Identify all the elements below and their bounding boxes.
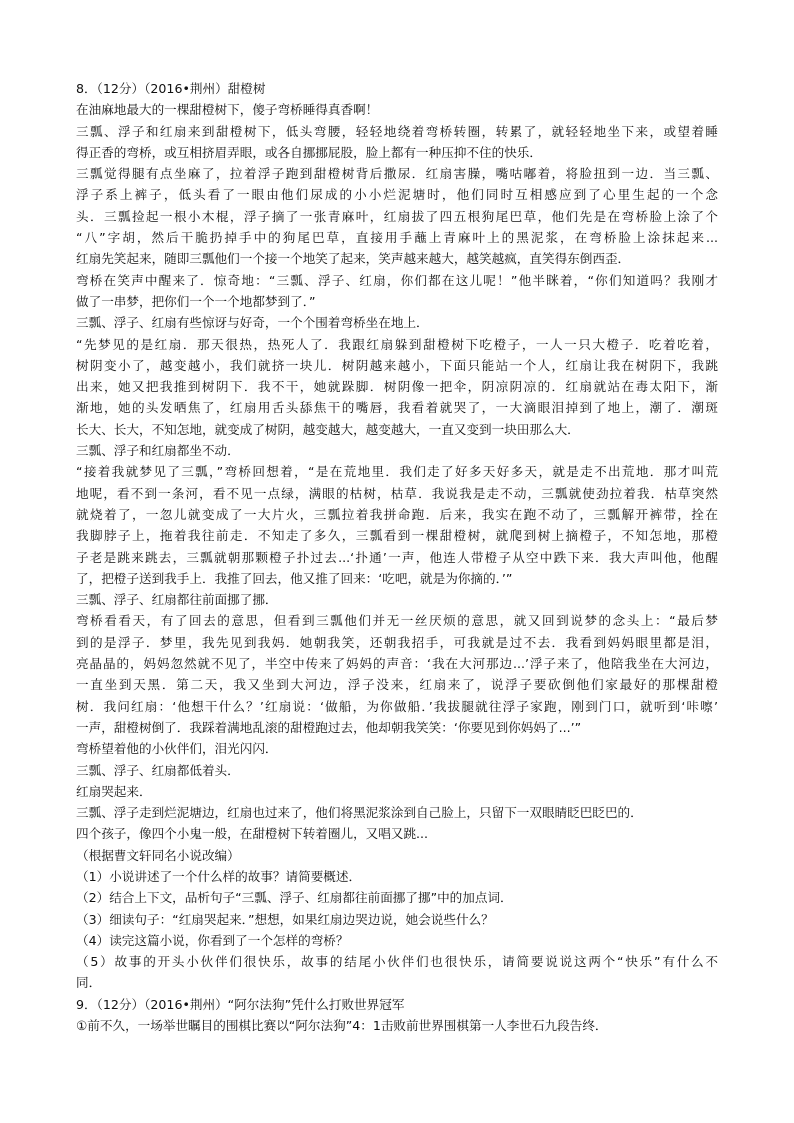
- text-line: 三瓢、浮子、红扇有些惊讶与好奇，一个个围着弯桥坐在地上．: [76, 315, 429, 331]
- text-line: 子老是跳来跳去，三瓢就朝那颗橙子扑过去...‘扑通’一声，他连人带橙子从空中跌下来．我大声叫他，他醒: [76, 549, 718, 565]
- text-line: 出来，她又把我推到树阴下．我不干，她就跺脚．树阴像一把伞，阴凉阴凉的．红扇就站在毒太阳下，渐: [76, 379, 718, 395]
- text-line: 得正香的弯桥，或互相挤眉弄眼，或各自挪挪屁股，脸上都有一种压抑不住的快乐．: [76, 144, 542, 160]
- text-line: 浮子系上裤子，低头看了一眼由他们尿成的小小烂泥塘时，他们同时互相感应到了心里生起的一个念: [76, 187, 718, 203]
- text-line: 渐地，她的头发晒焦了，红扇用舌头舔焦干的嘴唇，我看着就哭了，一大滴眼泪掉到了地上，潮了．潮斑: [76, 400, 718, 416]
- text-line: 弯桥在笑声中醒来了．惊奇地：“三瓢、浮子、红扇，你们都在这儿呢！”他半眯着，“你们知道吗？我刚才: [76, 272, 718, 288]
- text-line: （2）结合上下文，品析句子“三瓢、浮子、红扇都往前面挪了挪”中的加点词．: [76, 890, 513, 906]
- text-line: “先梦见的是红扇．那天很热，热死人了．我跟红扇躲到甜橙树下吃橙子，一人一只大橙子．吃着吃着，: [76, 336, 718, 352]
- text-line: 到的是浮子．梦里，我先见到我妈．她朝我笑，还朝我招手，可我就是过不去．我看到妈妈眼里都是泪，: [76, 634, 718, 650]
- text-line: 树．我问红扇：‘他想干什么？’红扇说：‘做船，为你做船．’我拔腿就往浮子家跑，刚到门口，就听到‘咔嚓’: [76, 698, 718, 714]
- text-line: 弯桥看看天，有了回去的意思，但看到三瓢他们并无一丝厌烦的意思，就又回到说梦的念头上：“最后梦: [76, 613, 718, 629]
- text-line: （5）故事的开头小伙伴们很快乐，故事的结尾小伙伴们也很快乐，请简要说说这两个“快乐”有什么不: [76, 954, 718, 970]
- document-body: [76, 78, 718, 1036]
- text-line: “八”字胡，然后干脆扔掉手中的狗尾巴草，直接用手蘸上青麻叶上的黑泥浆，在弯桥脸上涂抹起来...: [76, 230, 718, 246]
- text-line: 一直坐到天黑．第二天，我又坐到大河边，浮子没来，红扇来了，说浮子要砍倒他们家最好的那棵甜橙: [76, 677, 718, 693]
- text-line: 红扇先笑起来，随即三瓢他们一个接一个地笑了起来，笑声越来越大，越笑越疯，直笑得东倒西歪．: [76, 251, 631, 267]
- text-line: 三瓢觉得腿有点坐麻了，拉着浮子跑到甜橙树背后撒尿．红扇害臊，嘴咕嘟着，将脸扭到一边．当三瓢、: [76, 166, 718, 182]
- text-line: 头．三瓢捡起一根小木棍，浮子摘了一张青麻叶，红扇拔了四五根狗尾巴草，他们先是在弯桥脸上涂了个: [76, 208, 718, 224]
- text-line: 三瓢、浮子走到烂泥塘边，红扇也过来了，他们将黑泥浆涂到自己脸上，只留下一双眼睛眨巴眨巴的．: [76, 805, 643, 821]
- text-line: （1）小说讲述了一个什么样的故事？请简要概述．: [76, 868, 362, 884]
- text-line: 三瓢、浮子、红扇都低着头．: [76, 762, 240, 778]
- text-line: 树阴变小了，越变越小，我们就挤一块儿．树阴越来越小，下面只能站一个人，红扇让我在树阴下，我跳: [76, 357, 718, 373]
- text-line: ①前不久，一场举世瞩目的围棋比赛以“阿尔法狗”4：1击败前世界围棋第一人李世石九段告终．: [76, 1018, 608, 1034]
- text-line: （3）细读句子：“红扇哭起来．”想想，如果红扇边哭边说，她会说些什么？: [76, 911, 494, 927]
- text-line: 了，把橙子送到我手上．我推了回去，他又推了回来：‘吃吧，就是为你摘的．’”: [76, 570, 513, 586]
- text-line: 三瓢、浮子、红扇都往前面挪了挪．: [76, 592, 278, 608]
- text-line: 一声，甜橙树倒了．我踩着满地乱滚的甜橙跑过去，他却朝我笑笑：‘你要见到你妈妈了...’”: [76, 719, 582, 735]
- text-line: 三瓢、浮子和红扇来到甜橙树下，低头弯腰，轻轻地绕着弯桥转圈，转累了，就轻轻地坐下来，或望着睡: [76, 123, 718, 139]
- text-line: 弯桥望着他的小伙伴们，泪光闪闪．: [76, 741, 278, 757]
- text-line: （根据曹文轩同名小说改编）: [76, 847, 240, 863]
- text-line: 地呢，看不到一条河，看不见一点绿，满眼的枯树，枯草．我说我是走不动，三瓢就使劲拉着我．枯草突然: [76, 485, 718, 501]
- text-line: 做了一串梦，把你们一个一个地都梦到了．”: [76, 293, 316, 309]
- text-line: 三瓢、浮子和红扇都坐不动．: [76, 443, 240, 459]
- text-line: 长大、长大，不知怎地，就变成了树阴，越变越大，越变越大，一直又变到一块田那么大．: [76, 421, 580, 437]
- text-line: （4）读完这篇小说，你看到了一个怎样的弯桥？: [76, 932, 349, 948]
- text-line: 8．（12分）（2016•荆州）甜橙树: [76, 81, 266, 96]
- text-line: 同．: [76, 975, 102, 991]
- text-line: 四个孩子，像四个小鬼一般，在甜橙树下转着圈儿，又唱又跳...: [76, 826, 429, 842]
- text-line: 亮晶晶的，妈妈忽然就不见了，半空中传来了妈妈的声音：‘我在大河那边...’浮子来了，他陪我坐在大河边，: [76, 656, 718, 672]
- text-line: 红扇哭起来．: [76, 783, 152, 799]
- text-line: 在油麻地最大的一棵甜橙树下，傻子弯桥睡得真香啊！: [76, 102, 379, 118]
- text-line: 就烧着了，一忽儿就变成了一大片火，三瓢拉着我拼命跑．后来，我实在跑不动了，三瓢解开裤带，拴在: [76, 506, 718, 522]
- text-line: 我脚脖子上，拖着我往前走．不知走了多久，三瓢看到一棵甜橙树，就爬到树上摘橙子，不知怎地，那橙: [76, 528, 718, 544]
- text-line: “接着我就梦见了三瓢，”弯桥回想着，“是在荒地里．我们走了好多天好多天，就是走不出荒地．那才叫荒: [76, 464, 718, 480]
- text-line: 9．（12分）（2016•荆州）“阿尔法狗”凭什么打败世界冠军: [76, 996, 405, 1012]
